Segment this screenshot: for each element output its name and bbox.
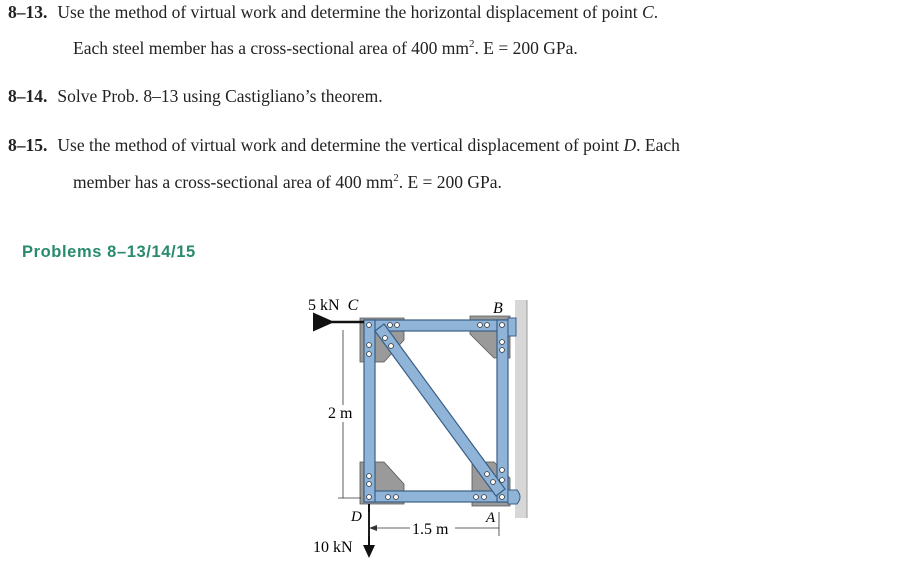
punctuation: . Each xyxy=(636,135,680,155)
modulus-text: . E = 200 GPa. xyxy=(474,38,578,58)
exponent: 2 xyxy=(469,38,475,51)
modulus-text: . E = 200 GPa. xyxy=(398,172,502,192)
dim-width-label: 1.5 m xyxy=(412,521,449,538)
wall xyxy=(515,300,527,518)
problem-text: Use the method of virtual work and determine the vertical displacement of point xyxy=(57,135,620,155)
label-b: B xyxy=(493,300,503,317)
problem-number: 8–15. xyxy=(8,135,48,155)
exponent: 2 xyxy=(393,172,399,185)
problem-text: Use the method of virtual work and determine the horizontal displacement of point xyxy=(57,2,638,22)
area-text: member has a cross-sectional area of 400 mm xyxy=(73,172,394,192)
support-b-plate xyxy=(508,318,516,336)
load-c-label: 5 kN C xyxy=(308,297,359,314)
label-a: A xyxy=(486,510,496,526)
area-text: Each steel member has a cross-sectional area of 400 mm xyxy=(73,38,470,58)
support-a-pin xyxy=(508,490,520,504)
point-label: D xyxy=(623,135,637,155)
figure-heading: Problems 8–13/14/15 xyxy=(22,243,196,261)
problem-number: 8–14. xyxy=(8,86,48,106)
problem-number: 8–13. xyxy=(8,2,48,22)
point-label: C xyxy=(642,2,654,22)
load-d-label: 10 kN xyxy=(313,539,353,556)
dim-height-label: 2 m xyxy=(328,405,353,422)
label-d: D xyxy=(351,509,362,525)
punctuation: . xyxy=(653,2,659,22)
problem-text: Solve Prob. 8–13 using Castigliano’s theorem. xyxy=(57,86,383,106)
